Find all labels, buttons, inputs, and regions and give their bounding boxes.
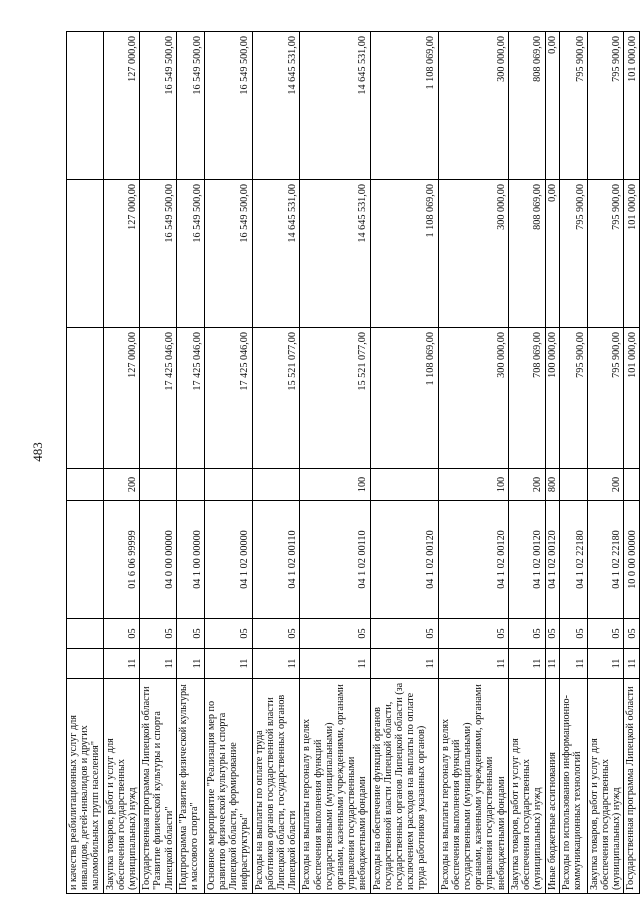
cell-sum-2: [67, 180, 104, 328]
cell-csr: 04 1 02 00120: [370, 501, 438, 619]
cell-name: Расходы на выплаты персоналу в целях обеспечения выполнения функций государственными (муниципальными) органами, казенными учреждениями, органами управления государственными внебюджетными фондами: [438, 679, 508, 894]
cell-sum-1: 708 069,00: [508, 328, 545, 469]
cell-name: Закупка товаров, работ и услуг для обеспечения государственных (муниципальных) нужд: [508, 679, 545, 894]
cell-name: Государственная программа Липецкой области: [624, 679, 640, 894]
cell-rz: 05: [252, 619, 300, 649]
table-row: [204, 32, 252, 894]
cell-sum-3: 300 000,00: [438, 32, 508, 180]
budget-table: [66, 31, 640, 894]
cell-ved: [67, 649, 104, 679]
rotated-table-frame: [66, 32, 639, 894]
cell-sum-3: 16 549 500,00: [140, 32, 177, 180]
cell-csr: 04 1 02 00110: [252, 501, 300, 619]
cell-ved: 11: [545, 649, 559, 679]
cell-rz: 05: [103, 619, 140, 649]
cell-rz: 05: [624, 619, 640, 649]
cell-rz: 05: [587, 619, 624, 649]
table-row: [140, 32, 177, 894]
cell-ved: 11: [140, 649, 177, 679]
cell-rz: 05: [508, 619, 545, 649]
cell-rz: 05: [300, 619, 370, 649]
cell-sum-2: 795 900,00: [587, 180, 624, 328]
cell-ved: 11: [559, 649, 587, 679]
cell-sum-1: 300 000,00: [438, 328, 508, 469]
cell-ved: 11: [438, 649, 508, 679]
cell-csr: 04 1 02 00120: [438, 501, 508, 619]
cell-sum-2: 14 645 531,00: [300, 180, 370, 328]
table-row: [176, 32, 204, 894]
cell-sum-2: 808 069,00: [508, 180, 545, 328]
cell-rz: 05: [140, 619, 177, 649]
cell-name: Расходы на обеспечение функций органов государственной власти Липецкой области, государственных органов Липецкой области (за исключением расходов на выплаты по оплате труда работников указанных органов): [370, 679, 438, 894]
cell-rz: 05: [204, 619, 252, 649]
cell-vr: 200: [103, 469, 140, 501]
cell-vr: [559, 469, 587, 501]
cell-ved: 11: [624, 649, 640, 679]
table-row: [438, 32, 508, 894]
cell-vr: 200: [508, 469, 545, 501]
cell-sum-2: 1 108 069,00: [370, 180, 438, 328]
cell-sum-1: 795 900,00: [587, 328, 624, 469]
cell-sum-1: 101 000,00: [624, 328, 640, 469]
rotated-table-content: [66, 32, 639, 894]
cell-sum-1: 17 425 046,00: [176, 328, 204, 469]
cell-csr: 04 1 02 00110: [300, 501, 370, 619]
cell-sum-1: 1 108 069,00: [370, 328, 438, 469]
cell-csr: 01 6 06 99999: [103, 501, 140, 619]
cell-sum-2: 14 645 531,00: [252, 180, 300, 328]
cell-name: Закупка товаров, работ и услуг для обеспечения государственных (муниципальных) нужд: [587, 679, 624, 894]
cell-sum-2: 300 000,00: [438, 180, 508, 328]
cell-sum-3: 808 069,00: [508, 32, 545, 180]
cell-sum-2: 101 000,00: [624, 180, 640, 328]
cell-vr: [252, 469, 300, 501]
cell-rz: 05: [176, 619, 204, 649]
cell-name: Иные бюджетные ассигнования: [545, 679, 559, 894]
table-row: [300, 32, 370, 894]
cell-csr: 04 1 00 00000: [176, 501, 204, 619]
cell-sum-3: 1 108 069,00: [370, 32, 438, 180]
page-number: 483: [30, 442, 45, 462]
cell-vr: 100: [300, 469, 370, 501]
cell-sum-1: 15 521 077,00: [252, 328, 300, 469]
cell-sum-2: 16 549 500,00: [204, 180, 252, 328]
cell-ved: 11: [508, 649, 545, 679]
table-row: [545, 32, 559, 894]
cell-sum-3: 101 000,00: [624, 32, 640, 180]
table-row: [370, 32, 438, 894]
cell-name: Государственная программа Липецкой области "Развитие физической культуры и спорта Липецкой области": [140, 679, 177, 894]
cell-csr: [67, 501, 104, 619]
cell-csr: 04 0 00 00000: [140, 501, 177, 619]
cell-ved: 11: [252, 649, 300, 679]
cell-sum-3: 14 645 531,00: [300, 32, 370, 180]
cell-ved: 11: [103, 649, 140, 679]
cell-sum-3: 0,00: [545, 32, 559, 180]
cell-ved: 11: [204, 649, 252, 679]
cell-name: Расходы по использованию информационно-коммуникационных технологий: [559, 679, 587, 894]
table-row: [559, 32, 587, 894]
table-row: [508, 32, 545, 894]
cell-ved: 11: [587, 649, 624, 679]
cell-vr: 800: [545, 469, 559, 501]
cell-vr: [140, 469, 177, 501]
cell-vr: [176, 469, 204, 501]
cell-csr: 04 1 02 00120: [508, 501, 545, 619]
cell-sum-1: 17 425 046,00: [204, 328, 252, 469]
cell-csr: 04 1 02 22180: [587, 501, 624, 619]
cell-rz: [67, 619, 104, 649]
table-row: [252, 32, 300, 894]
cell-sum-3: 127 000,00: [103, 32, 140, 180]
table-row: [67, 32, 104, 894]
cell-sum-1: 17 425 046,00: [140, 328, 177, 469]
cell-sum-1: [67, 328, 104, 469]
cell-name: и качества реабилитационных услуг для инвалидов, детей-инвалидов и других маломобильных групп населения": [67, 679, 104, 894]
cell-name: Подпрограмма "Развитие физической культуры и массового спорта": [176, 679, 204, 894]
cell-vr: [67, 469, 104, 501]
cell-ved: 11: [176, 649, 204, 679]
cell-rz: 05: [545, 619, 559, 649]
table-row: [587, 32, 624, 894]
cell-sum-3: 14 645 531,00: [252, 32, 300, 180]
cell-rz: 05: [438, 619, 508, 649]
cell-vr: [204, 469, 252, 501]
cell-sum-3: 795 900,00: [559, 32, 587, 180]
cell-name: Основное мероприятие "Реализация мер по развитию физической культуры и спорта Липецкой области, формирование инфраструктуры": [204, 679, 252, 894]
cell-sum-3: 16 549 500,00: [176, 32, 204, 180]
cell-sum-2: 127 000,00: [103, 180, 140, 328]
cell-sum-3: 795 900,00: [587, 32, 624, 180]
cell-vr: 100: [438, 469, 508, 501]
cell-csr: 10 0 00 00000: [624, 501, 640, 619]
table-row: [103, 32, 140, 894]
cell-sum-1: 795 900,00: [559, 328, 587, 469]
cell-vr: 200: [587, 469, 624, 501]
cell-csr: 04 1 02 00000: [204, 501, 252, 619]
cell-sum-2: 0,00: [545, 180, 559, 328]
cell-rz: 05: [559, 619, 587, 649]
cell-name: Закупка товаров, работ и услуг для обеспечения государственных (муниципальных) нужд: [103, 679, 140, 894]
cell-vr: [624, 469, 640, 501]
cell-sum-2: 16 549 500,00: [140, 180, 177, 328]
cell-sum-2: 16 549 500,00: [176, 180, 204, 328]
cell-vr: [370, 469, 438, 501]
cell-ved: 11: [300, 649, 370, 679]
cell-name: Расходы на выплаты персоналу в целях обеспечения выполнения функций государственными (муниципальными) органами, казенными учреждениями, органами управления государственными внебюджетными фондами: [300, 679, 370, 894]
cell-rz: 05: [370, 619, 438, 649]
cell-sum-1: 15 521 077,00: [300, 328, 370, 469]
cell-sum-1: 100 000,00: [545, 328, 559, 469]
cell-csr: 04 1 02 00120: [545, 501, 559, 619]
cell-sum-3: [67, 32, 104, 180]
cell-sum-1: 127 000,00: [103, 328, 140, 469]
cell-name: Расходы на выплаты по оплате труда работников органов государственной власти Липецкой области, государственных органов Липецкой области: [252, 679, 300, 894]
table-row: [624, 32, 640, 894]
cell-csr: 04 1 02 22180: [559, 501, 587, 619]
cell-ved: 11: [370, 649, 438, 679]
cell-sum-2: 795 900,00: [559, 180, 587, 328]
cell-sum-3: 16 549 500,00: [204, 32, 252, 180]
